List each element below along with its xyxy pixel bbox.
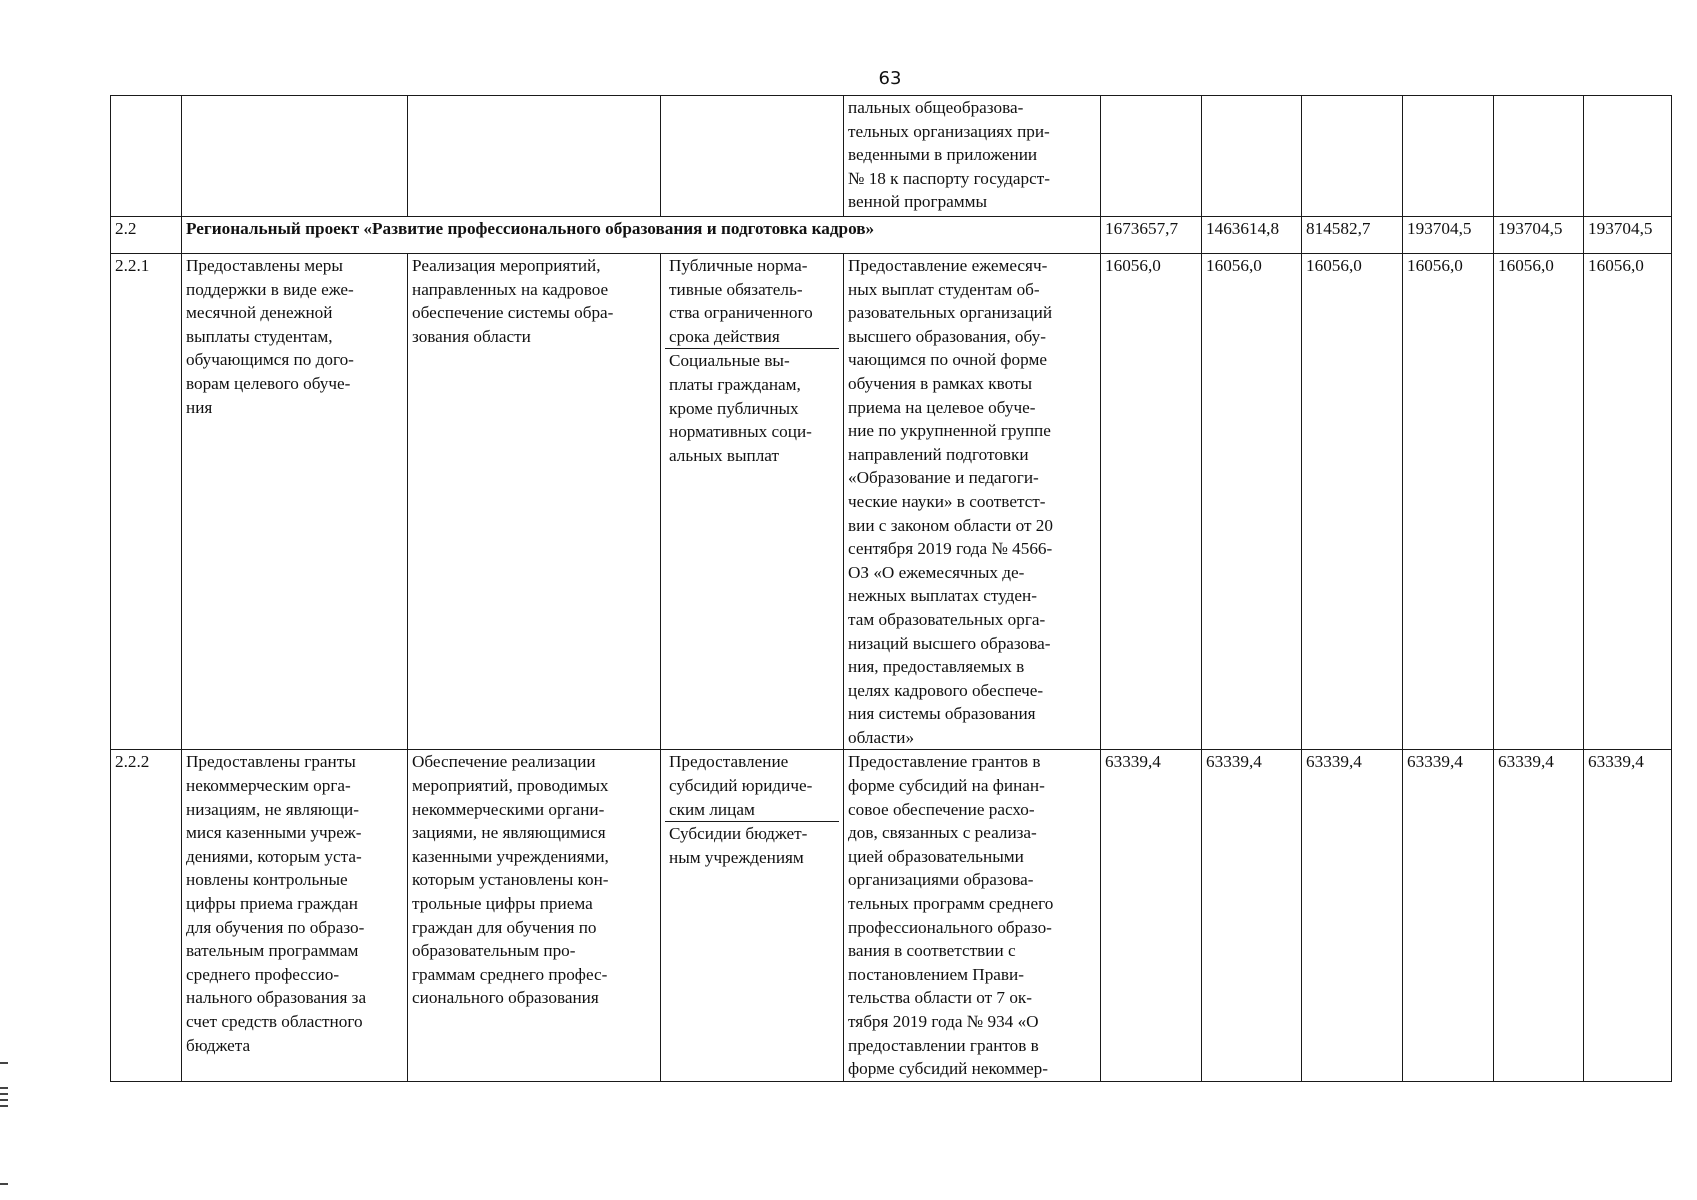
value-cell: 1463614,8 <box>1202 217 1302 254</box>
value-cell <box>1101 96 1202 217</box>
expense-type-secondary: Социальные вы- платы гражданам, кроме публичных нормативных соци- альных выплат <box>669 351 812 465</box>
scan-edge-mark <box>0 1183 8 1185</box>
value-cell: 63339,4 <box>1101 750 1202 1081</box>
value-cell: 16056,0 <box>1302 254 1403 750</box>
value-cell: 63339,4 <box>1494 750 1584 1081</box>
value-cell: 193704,5 <box>1494 217 1584 254</box>
value-cell: 16056,0 <box>1101 254 1202 750</box>
scan-edge-mark <box>0 1087 8 1089</box>
measure-text: Реализация мероприятий, направленных на кадровое обеспечение системы обра- зования области <box>412 256 614 346</box>
expense-type-secondary: Субсидии бюджет- ным учреждениям <box>669 824 808 867</box>
row-code: 2.2 <box>111 217 182 254</box>
value-cell: 193704,5 <box>1403 217 1494 254</box>
value-cell <box>1584 96 1672 217</box>
table-row <box>111 254 1672 750</box>
table-row <box>111 96 1672 217</box>
page-number: 63 <box>878 68 902 89</box>
description-text: Предоставление ежемесяч- ных выплат студентам об- разовательных организаций высшего образования, обу- чающимся по очной форме обучения в рамках квоты приема на целевое обуче- ние по укрупненной группе направлений подготовки «Образование и педагоги- ческие науки» в соответст- вии с законом области от 20 сентября 2019 года № 4566- ОЗ «О ежемесячных де- нежных выплатах студен- там образовательных орга- низаций высшего образова- ния, предоставляемых в целях кадрового обеспече- ния системы образования области» <box>848 256 1053 747</box>
measure-text: Обеспечение реализации мероприятий, проводимых некоммерческими органи- зациями, не являющимися казенными учреждениями, которым установлены кон- трольные цифры приема граждан для обучения по образовательным про- граммам среднего профес- сионального образования <box>412 752 609 1008</box>
row-code <box>111 96 182 217</box>
scan-edge-mark <box>0 1093 8 1095</box>
expense-type-primary: Публичные норма- тивные обязатель- ства ограниченного срока действия <box>665 254 839 349</box>
measure-cell <box>408 254 661 750</box>
result-text: Предоставлены меры поддержки в виде еже- месячной денежной выплаты студентам, обучающимся по дого- ворам целевого обуче- ния <box>186 256 354 417</box>
value-cell: 814582,7 <box>1302 217 1403 254</box>
measure-cell <box>408 750 661 1081</box>
value-cell: 63339,4 <box>1302 750 1403 1081</box>
result-cell <box>182 750 408 1081</box>
expense-type-cell <box>661 254 844 750</box>
value-cell: 1673657,7 <box>1101 217 1202 254</box>
table-row <box>111 217 1672 254</box>
measure-cell <box>408 96 661 217</box>
description-cell <box>844 750 1101 1081</box>
value-cell <box>1202 96 1302 217</box>
value-cell <box>1403 96 1494 217</box>
description-cell <box>844 96 1101 217</box>
value-cell <box>1302 96 1403 217</box>
row-code: 2.2.2 <box>111 750 182 1081</box>
value-cell <box>1494 96 1584 217</box>
row-code: 2.2.1 <box>111 254 182 750</box>
scan-edge-mark <box>0 1099 8 1101</box>
expense-type-cell <box>661 96 844 217</box>
description-text: пальных общеобразова- тельных организациях при- веденными в приложении № 18 к паспорту государст- венной программы <box>848 98 1051 212</box>
scan-edge-mark <box>0 1062 8 1064</box>
value-cell: 63339,4 <box>1202 750 1302 1081</box>
scan-edge-mark <box>0 1105 8 1107</box>
value-cell: 16056,0 <box>1202 254 1302 750</box>
description-text: Предоставление грантов в форме субсидий на финан- совое обеспечение расхо- дов, связанных с реализа- цией образовательными организациями образова- тельных программ среднего профессионального образо- вания в соответствии с постановлением Прави- тельства области от 7 ок- тября 2019 года № 934 «О предоставлении грантов в форме субсидий некоммер- <box>848 752 1054 1079</box>
table-row <box>111 750 1672 1081</box>
regional-project-title: Региональный проект «Развитие профессионального образования и подготовка кадров» <box>182 217 1101 254</box>
value-cell: 63339,4 <box>1403 750 1494 1081</box>
budget-table <box>110 95 1672 1082</box>
expense-type-cell <box>661 750 844 1081</box>
value-cell: 16056,0 <box>1403 254 1494 750</box>
value-cell: 63339,4 <box>1584 750 1672 1081</box>
result-cell <box>182 254 408 750</box>
value-cell: 16056,0 <box>1584 254 1672 750</box>
result-text: Предоставлены гранты некоммерческим орга- низациям, не являющи- мися казенными учреж- дениями, которым уста- новлены контрольные цифры приема граждан для обучения по образо- вательным программам среднего профессио- нального образования за счет средств областного бюджета <box>186 752 367 1055</box>
result-cell <box>182 96 408 217</box>
description-cell <box>844 254 1101 750</box>
value-cell: 193704,5 <box>1584 217 1672 254</box>
expense-type-primary: Предоставление субсидий юридиче- ским лицам <box>665 750 839 822</box>
value-cell: 16056,0 <box>1494 254 1584 750</box>
